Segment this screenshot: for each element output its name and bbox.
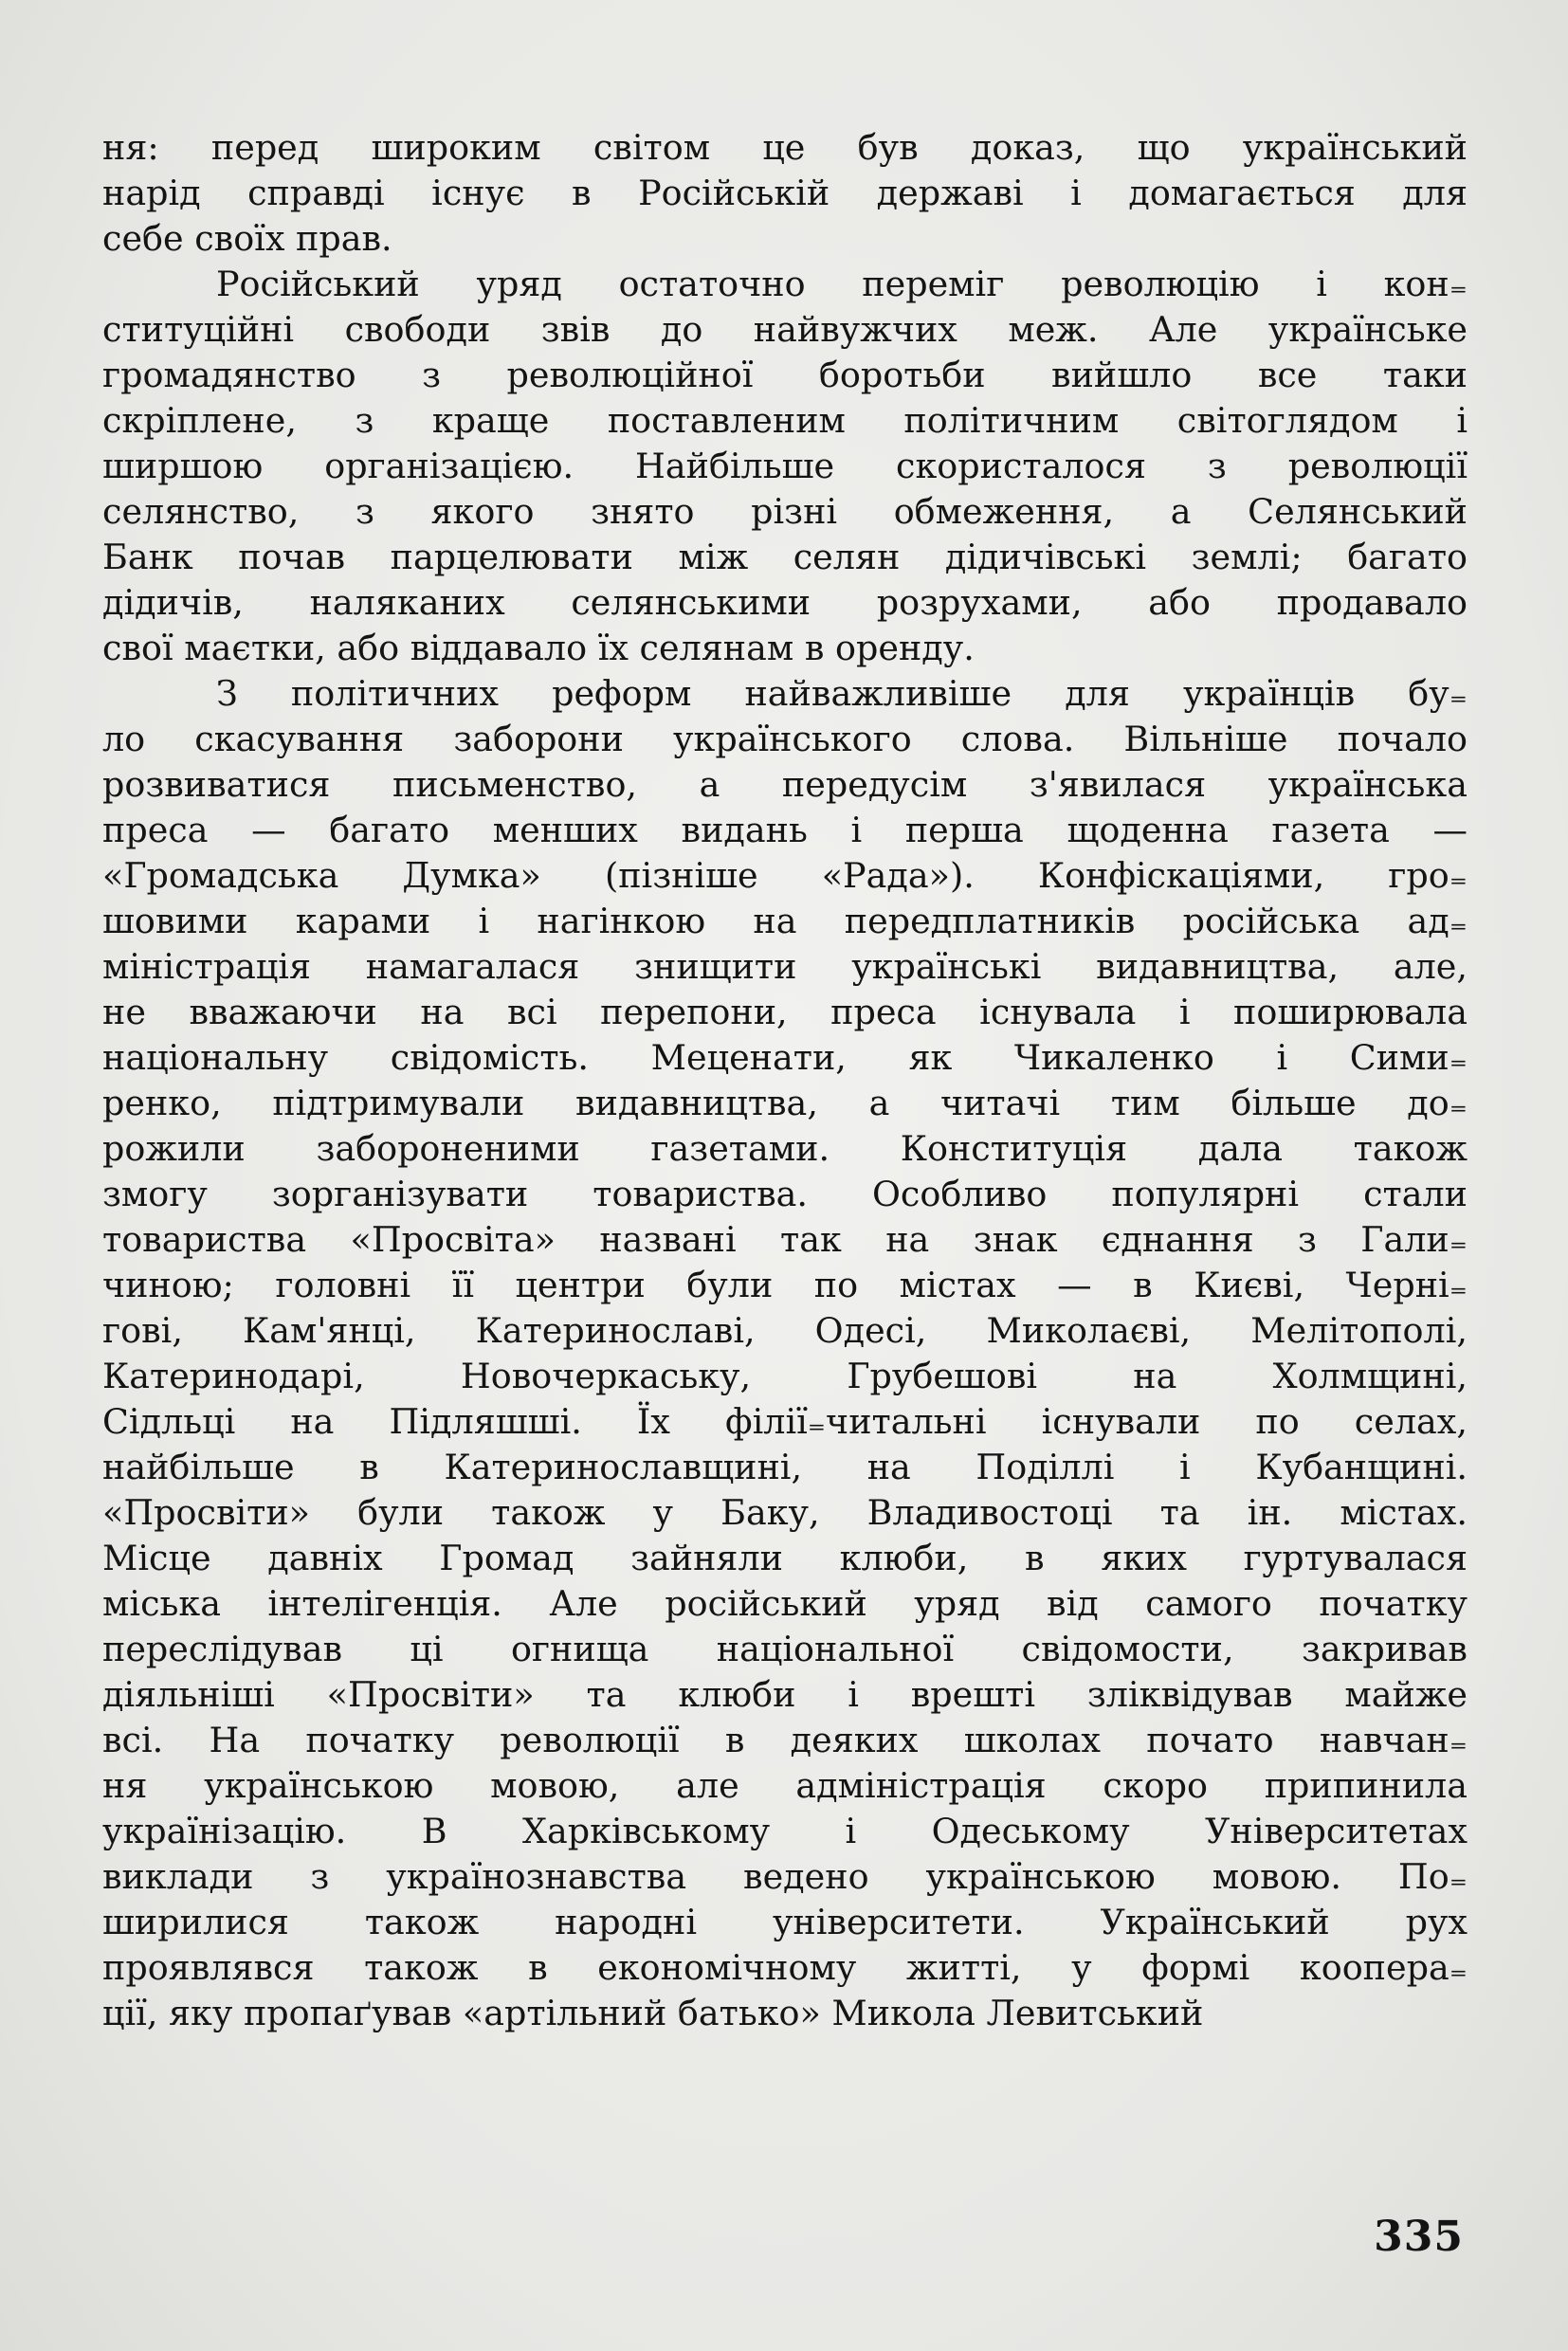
- text-line: виклади з українознавства ведено українською мовою. По₌: [102, 1856, 1468, 1897]
- text-line: ції, яку пропаґував «артільний батько» Микола Левитський: [102, 1993, 1204, 2033]
- text-line: Російський уряд остаточно переміг революцію і кон₌: [216, 264, 1468, 304]
- text-line: ширилися також народні університети. Український рух: [102, 1902, 1468, 1942]
- text-line: українізацію. В Харківському і Одеському Університетах: [102, 1811, 1468, 1851]
- text-line: нарід справді існує в Російській державі і домагається для: [102, 173, 1468, 213]
- text-line: ширшою організацією. Найбільше скористалося з революції: [102, 446, 1468, 486]
- text-line: Місце давніх Громад зайняли клюби, в яких гуртувалася: [102, 1538, 1468, 1578]
- text-line: рожили забороненими газетами. Конституція дала також: [102, 1128, 1468, 1169]
- text-line: чиною; головні її центри були по містах — в Києві, Черні₌: [102, 1265, 1468, 1305]
- text-line: міністрація намагалася знищити українські видавництва, але,: [102, 946, 1468, 987]
- text-line: Катеринодарі, Новочеркаську, Грубешові на Холмщині,: [102, 1356, 1468, 1396]
- paragraph: [102, 125, 1468, 262]
- text-line: товариства «Просвіта» названі так на знак єднання з Гали₌: [102, 1219, 1468, 1260]
- text-line: громадянство з революційної боротьби вийшло все таки: [102, 355, 1468, 395]
- text-line: ло скасування заборони українського слова. Вільніше почало: [102, 719, 1468, 759]
- text-line: «Просвіти» були також у Баку, Владивостоці та ін. містах.: [102, 1492, 1468, 1533]
- text-line: свої маєтки, або віддавало їх селянам в оренду.: [102, 628, 975, 668]
- text-line: ституційні свободи звів до найвужчих меж. Але українське: [102, 309, 1468, 350]
- body-text: [102, 125, 1468, 2036]
- text-line: преса — багато менших видань і перша щоденна газета —: [102, 810, 1468, 850]
- text-line: «Громадська Думка» (пізніше «Рада»). Конфіскаціями, гро₌: [102, 855, 1468, 896]
- text-line: розвиватися письменство, а передусім з'явилася українська: [102, 764, 1468, 805]
- text-line: шовими карами і нагінкою на передплатників російська ад₌: [102, 901, 1468, 941]
- text-line: ня українською мовою, але адміністрація скоро припинила: [102, 1765, 1468, 1806]
- text-line: проявлявся також в економічному житті, у формі коопера₌: [102, 1947, 1468, 1988]
- text-line: Банк почав парцелювати між селян дідичівські землі; багато: [102, 537, 1468, 577]
- paragraph: [102, 262, 1468, 671]
- page-number: 335: [1374, 2213, 1464, 2261]
- text-line: З політичних реформ найважливіше для українців бу₌: [216, 673, 1468, 714]
- text-line: дідичів, наляканих селянськими розрухами, або продавало: [102, 582, 1468, 623]
- text-line: всі. На початку революції в деяких школах почато навчан₌: [102, 1720, 1468, 1760]
- text-line: ренко, підтримували видавництва, а читачі тим більше до₌: [102, 1083, 1468, 1123]
- text-line: не вважаючи на всі перепони, преса існувала і поширювала: [102, 992, 1468, 1032]
- text-line: національну свідомість. Меценати, як Чикаленко і Сими₌: [102, 1037, 1468, 1078]
- text-line: найбільше в Катеринославщині, на Поділлі і Кубанщині.: [102, 1447, 1468, 1487]
- text-line: гові, Кам'янці, Катеринославі, Одесі, Миколаєві, Мелітополі,: [102, 1310, 1468, 1351]
- text-line: Сідльці на Підляшші. Їх філії₌читальні існували по селах,: [102, 1401, 1468, 1442]
- text-line: міська інтелігенція. Але російський уряд від самого початку: [102, 1583, 1468, 1624]
- text-line: змогу зорганізувати товариства. Особливо популярні стали: [102, 1174, 1468, 1214]
- text-line: ня: перед широким світом це був доказ, що український: [102, 127, 1468, 168]
- paragraph: [102, 671, 1468, 2036]
- text-line: селянство, з якого знято різні обмеження, а Селянський: [102, 491, 1468, 532]
- text-line: себе своїх прав.: [102, 218, 392, 259]
- text-line: переслідував ці огнища національної свідомости, закривав: [102, 1629, 1468, 1669]
- text-line: скріплене, з краще поставленим політичним світоглядом і: [102, 400, 1468, 441]
- text-line: діяльніші «Просвіти» та клюби і врешті зліквідував майже: [102, 1674, 1468, 1715]
